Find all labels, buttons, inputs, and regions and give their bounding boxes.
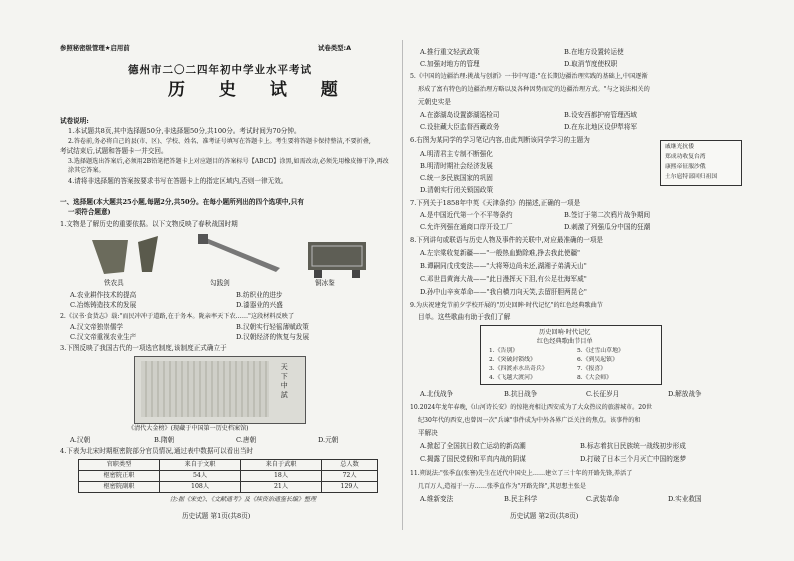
page-divider — [402, 40, 403, 530]
q1-option-d[interactable]: D.漆器业的兴盛 — [236, 301, 283, 309]
q2-option-a[interactable]: A.汉文帝独崇儒学 — [70, 323, 124, 331]
q3-option-b[interactable]: B.隋朝 — [154, 436, 175, 444]
q10-option-c[interactable]: C.揭露了国民党假和平真内战的阴谋 — [420, 455, 526, 463]
q11-option-b[interactable]: B.民主科学 — [504, 495, 538, 503]
q8-stem: 8.下列讲句或联语与历史人物及事件的关联中,对应最准确的一项是 — [410, 236, 604, 244]
song-item: 5.《过雪山草地》 — [577, 348, 624, 354]
table-row: 枢密院副职 108人 21人 129人 — [79, 482, 378, 493]
artifact-caption: 铁农具 — [104, 279, 124, 287]
subject-title: 历 史 试 题 — [168, 80, 352, 100]
q7-option-a[interactable]: A.是中国近代第一个不平等条约 — [420, 211, 513, 219]
iron-tool-image — [92, 236, 158, 274]
q5-stem-cont: 元朝史实是 — [418, 98, 451, 106]
q6-option-a[interactable]: A.明清君主专制不断强化 — [420, 150, 493, 158]
q9-option-b[interactable]: B.抗日战争 — [504, 390, 538, 398]
q6-option-b[interactable]: B.明清时期社会经济发展 — [420, 162, 493, 170]
q5-option-a[interactable]: A.在澎湖岛设置澎湖巡检司 — [420, 111, 500, 119]
q7-stem: 7.下列关于1858年中英《天津条约》的描述,正确的一项是 — [410, 199, 581, 207]
q10-stem-cont: 平解决 — [418, 429, 438, 437]
song-item: 3.《四渡赤水出奇兵》 — [489, 366, 548, 372]
note-item: 考试结束后,试题和答题卡一并交回。 — [60, 147, 168, 155]
q9-option-c[interactable]: C.长征岁月 — [586, 390, 620, 398]
q11-stem-cont: 几百万人,造福于一方……张季直作为"开路先锋",其思想主张是 — [418, 483, 586, 490]
q4-source: 注:据《宋史》、《文献通考》及《续资治通鉴长编》整理 — [170, 496, 317, 503]
note-item: 2.答卷前,务必将自己的县(市、区)、学校、姓名、准考证号填写在答题卡上。考生要将答题卡保持整洁,不要折叠, — [68, 138, 371, 145]
q1-artifacts — [88, 232, 388, 280]
song-item: 4.《飞越大渡河》 — [489, 375, 536, 381]
q10-option-d[interactable]: D.打破了日本三个月灭亡中国的迷梦 — [580, 455, 687, 463]
q10-option-a[interactable]: A.掀起了全国抗日救亡运动的新高潮 — [420, 442, 526, 450]
q7-option-b[interactable]: B.签订于第二次鸦片战争期间 — [564, 211, 651, 219]
artifact-caption: 勾践剑 — [210, 279, 230, 287]
program-subtitle: 红色经典歌曲节目单 — [537, 338, 593, 345]
gold-list-image: 天 下 中 試 — [134, 356, 306, 424]
q8-option-d[interactable]: D.孙中山辛亥革命——"我自横刀向天笑,去留肝胆两昆仑" — [420, 288, 587, 296]
q3-stem: 3.下图反映了我国古代的一项选官制度,该制度正式确立于 — [60, 344, 227, 352]
q6-option-d[interactable]: D.清朝实行闭关锁国政策 — [420, 186, 494, 194]
q5-option-c[interactable]: C.设驻藏大臣监督西藏政务 — [420, 123, 500, 131]
q6-stem: 6.右图为某同学的学习笔记内容,由此判断该同学学习的主题为 — [410, 136, 590, 144]
q10-stem-cont: 纪30年代的西安,也曾因一次"兵谏"事件成为中外各界广泛关注的焦点。该事件的和 — [418, 417, 641, 424]
note-item: 3.选择题选出答案后,必须用2B铅笔把答题卡上对应题目的答案标号【ABCD】涂黑,如需改动,必须先用橡皮擦干净,再改涂其它答案。 — [68, 158, 389, 175]
artifact-caption: 铜冰鉴 — [315, 279, 335, 287]
q1-option-c[interactable]: C.冶炼铸造技术的发展 — [70, 301, 137, 309]
song-item: 8.《大会师》 — [577, 375, 613, 381]
q11-option-d[interactable]: D.实业救国 — [668, 495, 702, 503]
program-title: 历史回响·时代记忆 — [539, 329, 591, 336]
q8-option-b[interactable]: B.谭嗣同戊戌变法——"大将筹边尚未还,湖湘子弟满天山" — [420, 262, 587, 270]
q3-caption: 《清代大金榜》(现藏于中国第一历史档案馆) — [128, 425, 249, 432]
section-heading: 一、选择题(本大题共25小题,每题2分,共50分。在每小题所列出的四个选项中,只有 — [60, 198, 304, 206]
page-2 — [410, 0, 745, 561]
q7-option-d[interactable]: D.刺激了列强瓜分中国的狂潮 — [564, 223, 651, 231]
paper-type-label: 试卷类型:A — [318, 44, 352, 52]
q2-option-c[interactable]: C.汉文帝重视农业生产 — [70, 333, 137, 341]
q9-stem-cont: 目单。这些歌曲有助于我们了解 — [418, 313, 511, 321]
q11-option-c[interactable]: C.武装革命 — [586, 495, 620, 503]
bronze-vessel-image — [308, 242, 366, 278]
song-program-box — [480, 325, 662, 385]
q5-option-b[interactable]: B.设安西都护府管理西域 — [564, 111, 637, 119]
q2-option-d[interactable]: D.汉朝经济的恢复与发展 — [236, 333, 310, 341]
song-item: 2.《突破封锁线》 — [489, 357, 536, 363]
q3-option-c[interactable]: C.唐朝 — [236, 436, 257, 444]
q8-option-c[interactable]: C.邓世昌黄海大战——"此日漫挥天下泪,有公足壮海军威" — [420, 275, 587, 283]
q2-option-b[interactable]: B.汉朝实行轻徭薄赋政策 — [236, 323, 309, 331]
q5-stem-cont: 形成了富有特色的边疆治理方略以及各种因势而定的边疆治理方式。"与之说法相关的 — [418, 86, 650, 93]
q10-option-b[interactable]: B.标志着抗日民族统一战线初步形成 — [580, 442, 686, 450]
q10-stem: 10.2024年龙年春晚,《山河诗长安》的惊艳亮相让西安成为了大众热议的旅游城市。20世 — [410, 404, 653, 411]
page-footer-1: 历史试题 第1页(共8页) — [182, 512, 251, 520]
page-1 — [60, 0, 395, 561]
q4-option-a[interactable]: A.推行重文轻武政策 — [420, 48, 480, 56]
q4-option-d[interactable]: D.取消节度使权职 — [564, 60, 618, 68]
notes-heading: 试卷说明: — [60, 117, 89, 125]
page-footer-2: 历史试题 第2页(共8页) — [510, 512, 579, 520]
q4-option-b[interactable]: B.在地方设置转运使 — [564, 48, 624, 56]
q9-stem: 9.为庆祝建党节前夕学校开展的"历史回眸·时代记忆"的红色经典歌曲节 — [410, 302, 603, 309]
sword-image — [198, 234, 280, 272]
q2-stem: 2.《汉书·食货志》载:"而民冲冲于道路,在于务本。陇亲率天下农……"这段材料反映了 — [60, 313, 295, 320]
table-header-row: 官职类型 来自于文职 来自于武职 总人数 — [79, 460, 378, 471]
q11-stem: 11.朔说法:"张季直(张謇)先生在近代中国史上……建立了三十年的开路先锋,养活了 — [410, 470, 633, 477]
q5-stem: 5.《中国的边疆治理:挑战与创新》一书中写道:"在长期边疆治理实践的基础上,中国逐渐 — [410, 73, 648, 80]
confidential-label: 参照秘密级管理★启用前 — [60, 44, 130, 52]
q1-stem: 1.文物是了解历史的重要依据。以下文物反映了春秋战国时期 — [60, 220, 238, 228]
q4-table — [78, 459, 378, 493]
q3-option-d[interactable]: D.元朝 — [318, 436, 339, 444]
note-item: 4.请将非选择题的答案按要求书写在答题卡上的指定区域内,否则一律无效。 — [68, 177, 288, 185]
song-item: 1.《告别》 — [489, 348, 519, 354]
note-item: 1.本试题共8页,其中选择题50分,非选择题50分,共100分。考试时间为70分钟。 — [68, 127, 301, 135]
exam-title: 德州市二〇二四年初中学业水平考试 — [128, 64, 312, 76]
song-item: 7.《报喜》 — [577, 366, 607, 372]
q4-stem: 4.下表为北宋时期枢密院部分官员情况,通过表中数据可以看出当时 — [60, 447, 254, 455]
q6-option-c[interactable]: C.统一多民族国家的巩固 — [420, 174, 493, 182]
q4-option-c[interactable]: C.加强对地方的管理 — [420, 60, 480, 68]
section-heading-cont: 一项符合题意) — [68, 208, 111, 216]
q7-option-c[interactable]: C.允许列强在通商口岸开设工厂 — [420, 223, 513, 231]
song-item: 6.《到吴起镇》 — [577, 357, 618, 363]
q3-option-a[interactable]: A.汉朝 — [70, 436, 91, 444]
q9-option-d[interactable]: D.解放战争 — [668, 390, 702, 398]
q5-option-d[interactable]: D.在东北地区设伊犁将军 — [564, 123, 638, 131]
q9-option-a[interactable]: A.北伐战争 — [420, 390, 454, 398]
study-note-card: 戚继光抗倭 郑成功收复台湾 康熙帝征服沙俄 土尔扈特部回归祖国 — [660, 140, 742, 186]
q1-option-b[interactable]: B.纺织业的进步 — [236, 291, 283, 299]
table-row: 枢密院正职 54人 18人 72人 — [79, 471, 378, 482]
q1-option-a[interactable]: A.农业耕作技术的提高 — [70, 291, 137, 299]
q8-option-a[interactable]: A.左宗棠收复新疆——"一般热血勤除难,挣去我此使疆" — [420, 249, 581, 257]
q11-option-a[interactable]: A.维新变法 — [420, 495, 454, 503]
